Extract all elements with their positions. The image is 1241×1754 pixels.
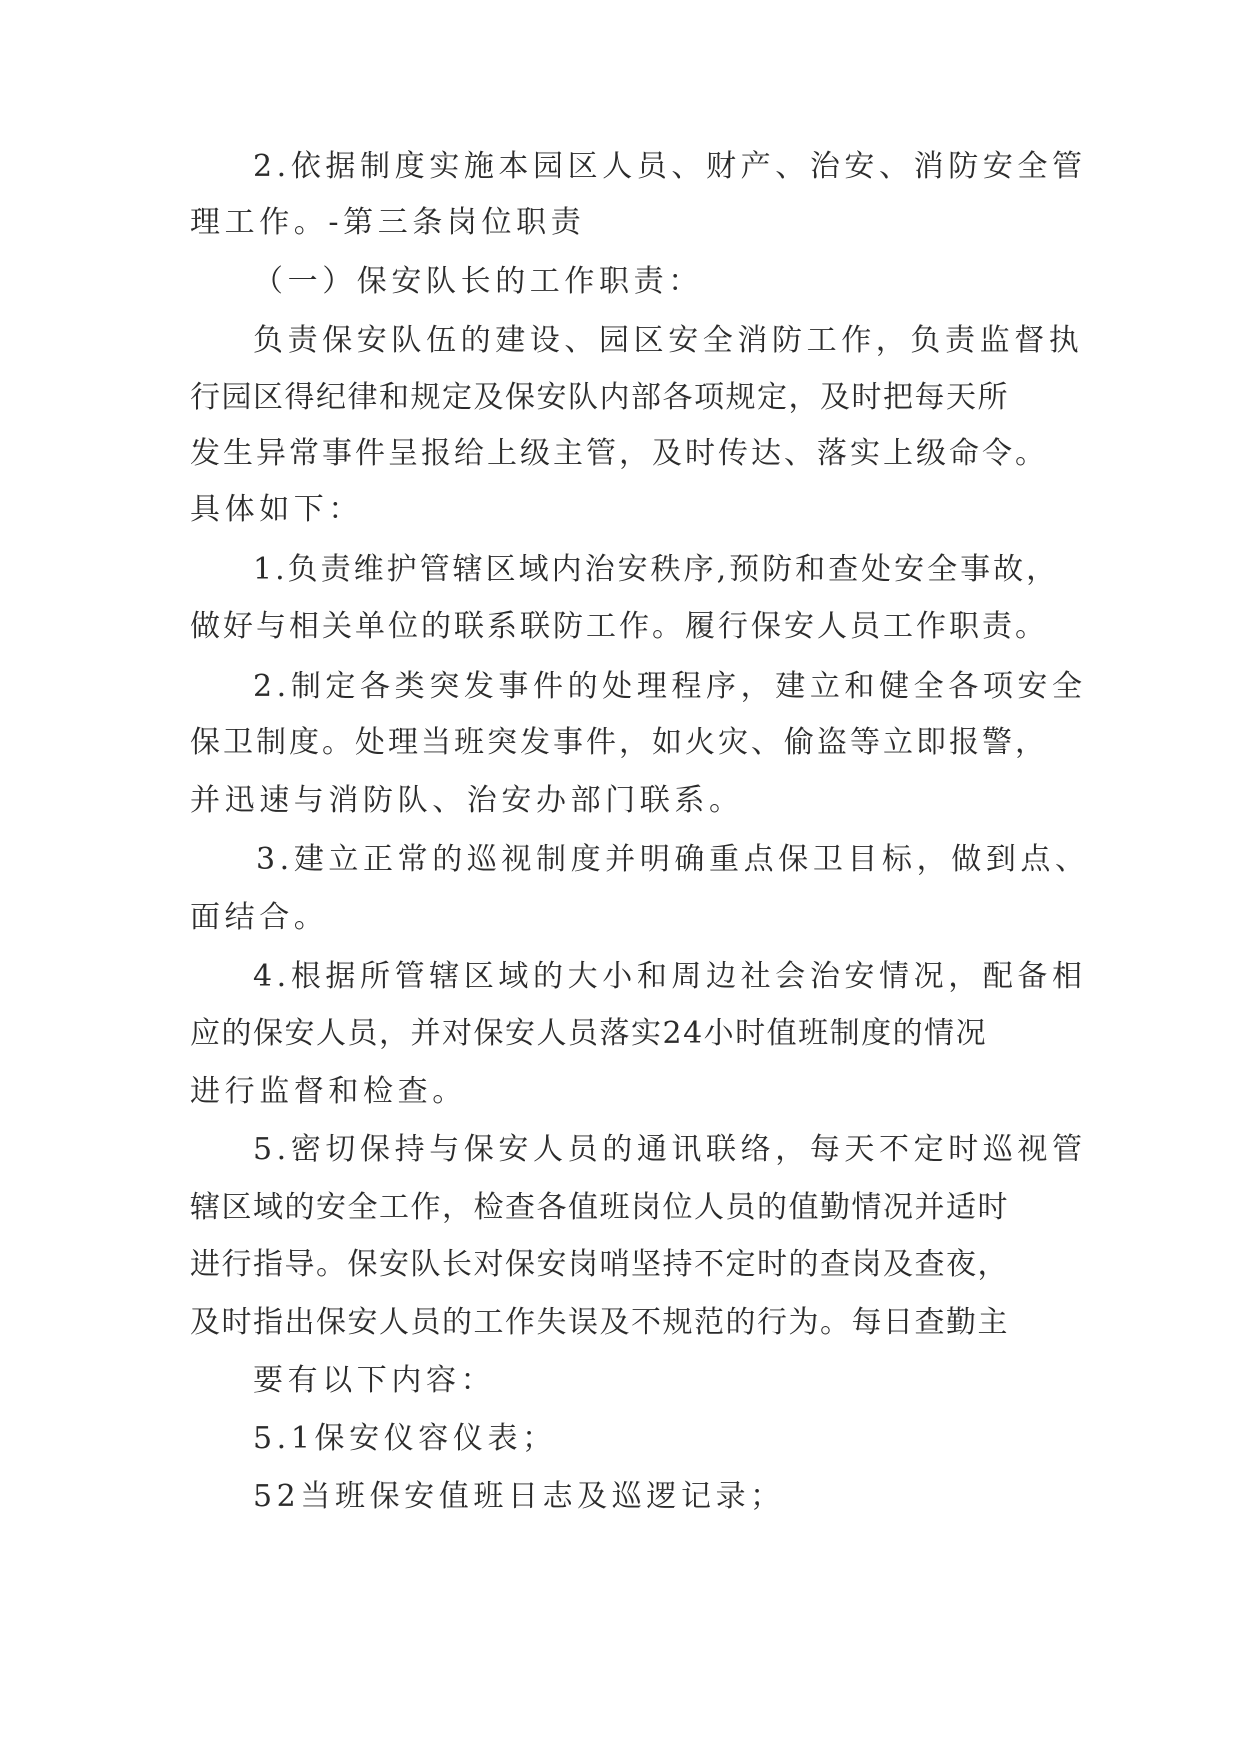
text-line-23: 5.1保安仪容仪表；	[253, 1421, 557, 1456]
text-line-24: 52当班保安值班日志及巡逻记录；	[253, 1479, 785, 1514]
text-line-16: 应的保安人员，并对保安人员落实24小时值班制度的情况	[190, 1016, 988, 1051]
text-line-8: 1.负责维护管辖区域内治安秩序,预防和查处安全事故，	[253, 552, 1060, 587]
text-line-10: 2.制定各类突发事件的处理程序，建立和健全各项安全	[253, 669, 1087, 704]
text-line-1: 2.依据制度实施本园区人员、财产、治安、消防安全管	[253, 149, 1087, 184]
text-line-18: 5.密切保持与保安人员的通讯联络，每天不定时巡视管	[253, 1132, 1087, 1167]
text-line-17: 进行监督和检查。	[190, 1074, 467, 1109]
text-line-11: 保卫制度。处理当班突发事件，如火灾、偷盗等立即报警，	[190, 725, 1048, 760]
text-line-2: 理工作。-第三条岗位职责	[190, 205, 586, 240]
text-line-22: 要有以下内容：	[253, 1363, 496, 1398]
text-line-9: 做好与相关单位的联系联防工作。履行保安人员工作职责。	[190, 609, 1048, 644]
text-line-13: 3.建立正常的巡视制度并明确重点保卫目标，做到点、	[256, 842, 1090, 877]
text-line-6: 发生异常事件呈报给上级主管，及时传达、落实上级命令。	[190, 436, 1048, 471]
text-line-15: 4.根据所管辖区域的大小和周边社会治安情况，配备相	[253, 959, 1087, 994]
text-line-12: 并迅速与消防队、治安办部门联系。	[190, 783, 744, 818]
text-line-5: 行园区得纪律和规定及保安队内部各项规定，及时把每天所	[190, 380, 1009, 415]
text-line-20: 进行指导。保安队长对保安岗哨坚持不定时的查岗及查夜，	[190, 1247, 1009, 1282]
text-line-21: 及时指出保安人员的工作失误及不规范的行为。每日查勤主	[190, 1305, 1009, 1340]
text-line-4: 负责保安队伍的建设、园区安全消防工作，负责监督执	[253, 323, 1084, 358]
text-line-7: 具体如下：	[190, 492, 363, 527]
text-line-19: 辖区域的安全工作，检查各值班岗位人员的值勤情况并适时	[190, 1190, 1009, 1225]
text-line-3: （一）保安队长的工作职责：	[253, 264, 703, 299]
text-line-14: 面结合。	[190, 900, 329, 935]
